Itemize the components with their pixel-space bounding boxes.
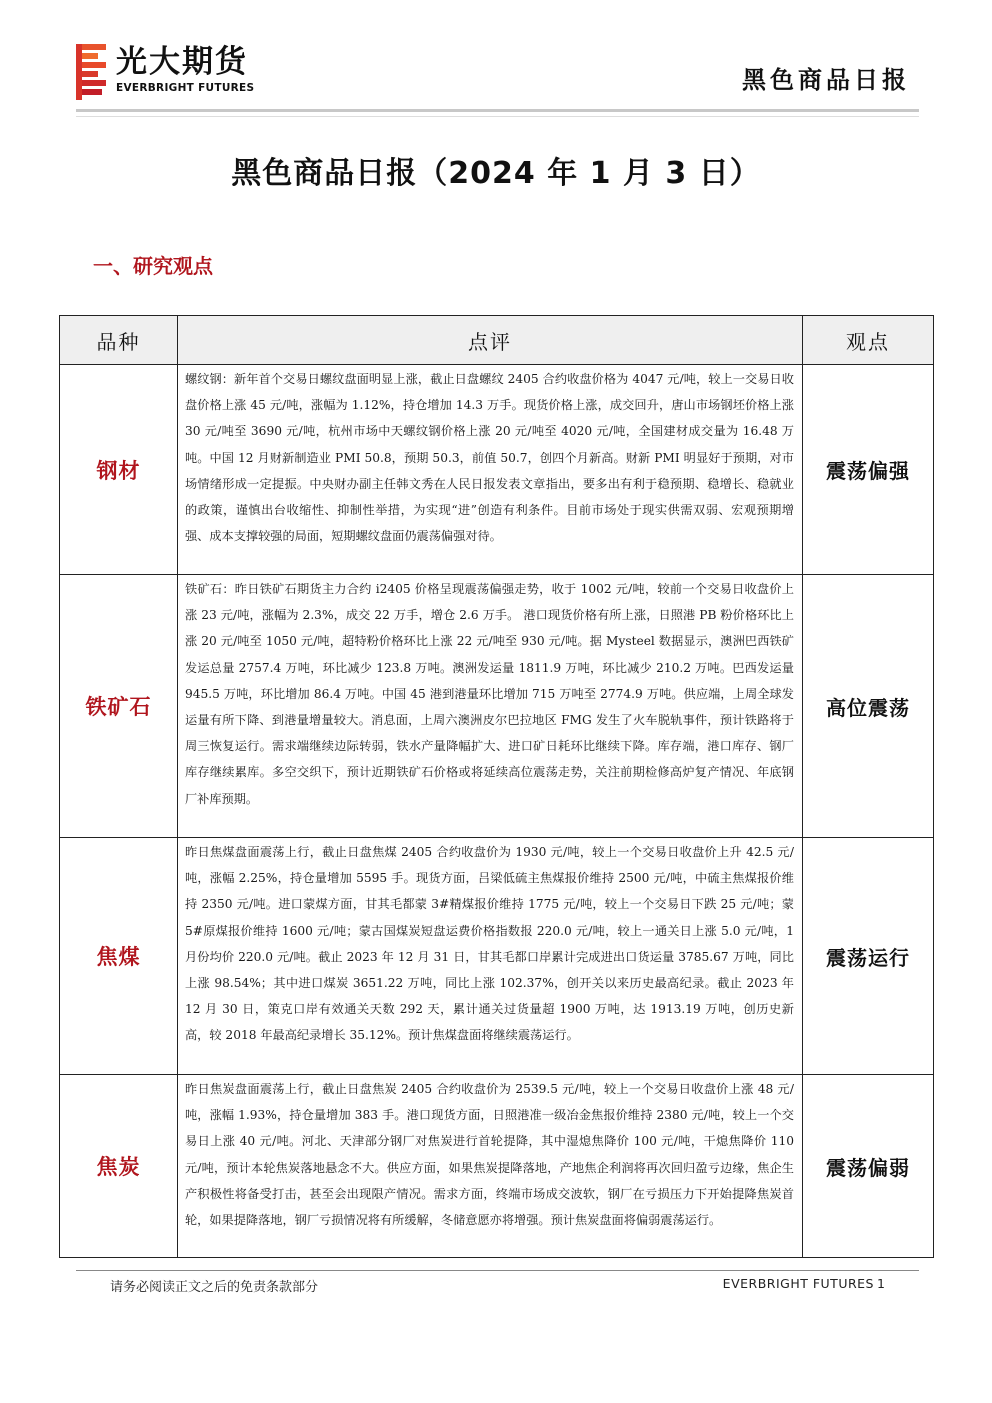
table-row-iron-ore [60, 575, 934, 838]
logo-chinese-name: 光大期货 [116, 44, 248, 80]
category-cell: 钢材 [60, 365, 178, 575]
logo-english-name: EVERBRIGHT FUTURES [116, 82, 255, 94]
header-divider [76, 109, 919, 112]
column-header-comment: 点评 [178, 316, 803, 365]
report-name-header: 黑色商品日报 [742, 66, 910, 94]
footer-divider [76, 1270, 919, 1271]
table-row-steel [60, 365, 934, 575]
view-cell: 震荡偏强 [803, 365, 934, 575]
view-cell: 震荡偏弱 [803, 1075, 934, 1258]
table-row-coke [60, 1075, 934, 1258]
column-header-category: 品种 [60, 316, 178, 365]
comment-cell: 昨日焦煤盘面震荡上行，截止日盘焦煤 2405 合约收盘价为 1930 元/吨，较上一个交易日收盘价上升 42.5 元/吨，涨幅 2.25%，持仓量增加 5595 手。现货方面，吕梁低硫主焦煤报价维持 2500 元/吨，中硫主焦煤报价维持 2350 元/吨。进口蒙煤方面，甘其毛都蒙 3#精煤报价维持 1775 元/吨，较上一个交易日下跌 25 元/吨；蒙 5#原煤报价维持 1600 元/吨；蒙古国煤炭短盘运费价格指数报 220.0 元/吨，较上一通关日上涨 5.0 元/吨，1 月份均价 220.0 元/吨。截止 2023 年 12 月 31 日，甘其毛都口岸累计完成进出口货运量 3785.67 万吨，同比上涨 98.54%；其中进口煤炭 3651.22 万吨，同比上涨 102.37%，创开关以来历史最高纪录。截止 2023 年 12 月 30 日，策克口岸有效通关天数 292 天，累计通关过货量超 1900 万吨，达 1913.19 万吨，创历史新高，较 2018 年最高纪录增长 35.12%。预计焦煤盘面将继续震荡运行。 [178, 838, 803, 1075]
header-divider-thin [76, 116, 919, 117]
view-cell: 震荡运行 [803, 838, 934, 1075]
comment-cell: 螺纹钢：新年首个交易日螺纹盘面明显上涨，截止日盘螺纹 2405 合约收盘价格为 4047 元/吨，较上一交易日收盘价格上涨 45 元/吨，涨幅为 1.12%，持仓增加 14.3 万手。现货价格上涨，成交回升，唐山市场钢坯价格上涨 30 元/吨至 3690 元/吨，杭州市场中天螺纹钢价格上涨 20 元/吨至 4020 元/吨，全国建材成交量为 16.48 万吨。中国 12 月财新制造业 PMI 50.8，预期 50.3，前值 50.7，创四个月新高。财新 PMI 明显好于预期，对市场情绪形成一定提振。中央财办副主任韩文秀在人民日报发表文章指出，要多出有利于稳预期、稳增长、稳就业的政策，谨慎出台收缩性、抑制性举措，为实现“进”创造有利条件。目前市场处于现实供需双弱、宏观预期增强、成本支撑较强的局面，短期螺纹盘面仍震荡偏强对待。 [178, 365, 803, 575]
logo-mark-icon [76, 44, 106, 100]
footer-disclaimer: 请务必阅读正文之后的免责条款部分 [110, 1280, 319, 1295]
category-cell: 焦煤 [60, 838, 178, 1075]
document-title: 黑色商品日报（2024 年 1 月 3 日） [231, 156, 761, 191]
category-cell: 铁矿石 [60, 575, 178, 838]
column-header-view: 观点 [803, 316, 934, 365]
table-row-coking-coal [60, 838, 934, 1075]
footer-brand: EVERBRIGHT FUTURES [722, 1276, 874, 1291]
comment-cell: 昨日焦炭盘面震荡上行，截止日盘焦炭 2405 合约收盘价为 2539.5 元/吨，较上一个交易日收盘价上涨 48 元/吨，涨幅 1.93%，持仓量增加 383 手。港口现货方面，日照港准一级冶金焦报价维持 2380 元/吨，较上一个交易日上涨 40 元/吨。河北、天津部分钢厂对焦炭进行首轮提降，其中湿熄焦降价 100 元/吨，干熄焦降价 110 元/吨，预计本轮焦炭落地悬念不大。供应方面，如果焦炭提降落地，产地焦企利润将再次回归盈亏边缘，焦企生产积极性将备受打击，甚至会出现限产情况。需求方面，终端市场成交波软，钢厂在亏损压力下开始提降焦炭首轮，如果提降落地，钢厂亏损情况将有所缓解，冬储意愿亦将增强。预计焦炭盘面将偏弱震荡运行。 [178, 1075, 803, 1258]
company-logo [76, 40, 286, 102]
research-view-table [59, 315, 934, 1258]
table-header-row [60, 316, 934, 365]
section-heading: 一、研究观点 [93, 254, 213, 278]
view-cell: 高位震荡 [803, 575, 934, 838]
comment-cell: 铁矿石：昨日铁矿石期货主力合约 i2405 价格呈现震荡偏强走势，收于 1002 元/吨，较前一个交易日收盘价上涨 23 元/吨，涨幅为 2.3%，成交 22 万手，增仓 2.6 万手。 港口现货价格有所上涨，日照港 PB 粉价格环比上涨 20 元/吨至 1050 元/吨，超特粉价格环比上涨 22 元/吨至 930 元/吨。据 Mysteel 数据显示，澳洲巴西铁矿发运总量 2757.4 万吨，环比减少 123.8 万吨。澳洲发运量 1811.9 万吨，环比减少 210.2 万吨。巴西发运量 945.5 万吨，环比增加 86.4 万吨。中国 45 港到港量环比增加 715 万吨至 2774.9 万吨。供应端，上周全球发运量有所下降、到港量增量较大。消息面，上周六澳洲皮尔巴拉地区 FMG 发生了火车脱轨事件，预计铁路将于周三恢复运行。需求端继续边际转弱，铁水产量降幅扩大、进口矿日耗环比继续下降。库存端，港口库存、钢厂库存继续累库。多空交织下，预计近期铁矿石价格或将延续高位震荡走势，关注前期检修高炉复产情况、年底钢厂补库预期。 [178, 575, 803, 838]
category-cell: 焦炭 [60, 1075, 178, 1258]
